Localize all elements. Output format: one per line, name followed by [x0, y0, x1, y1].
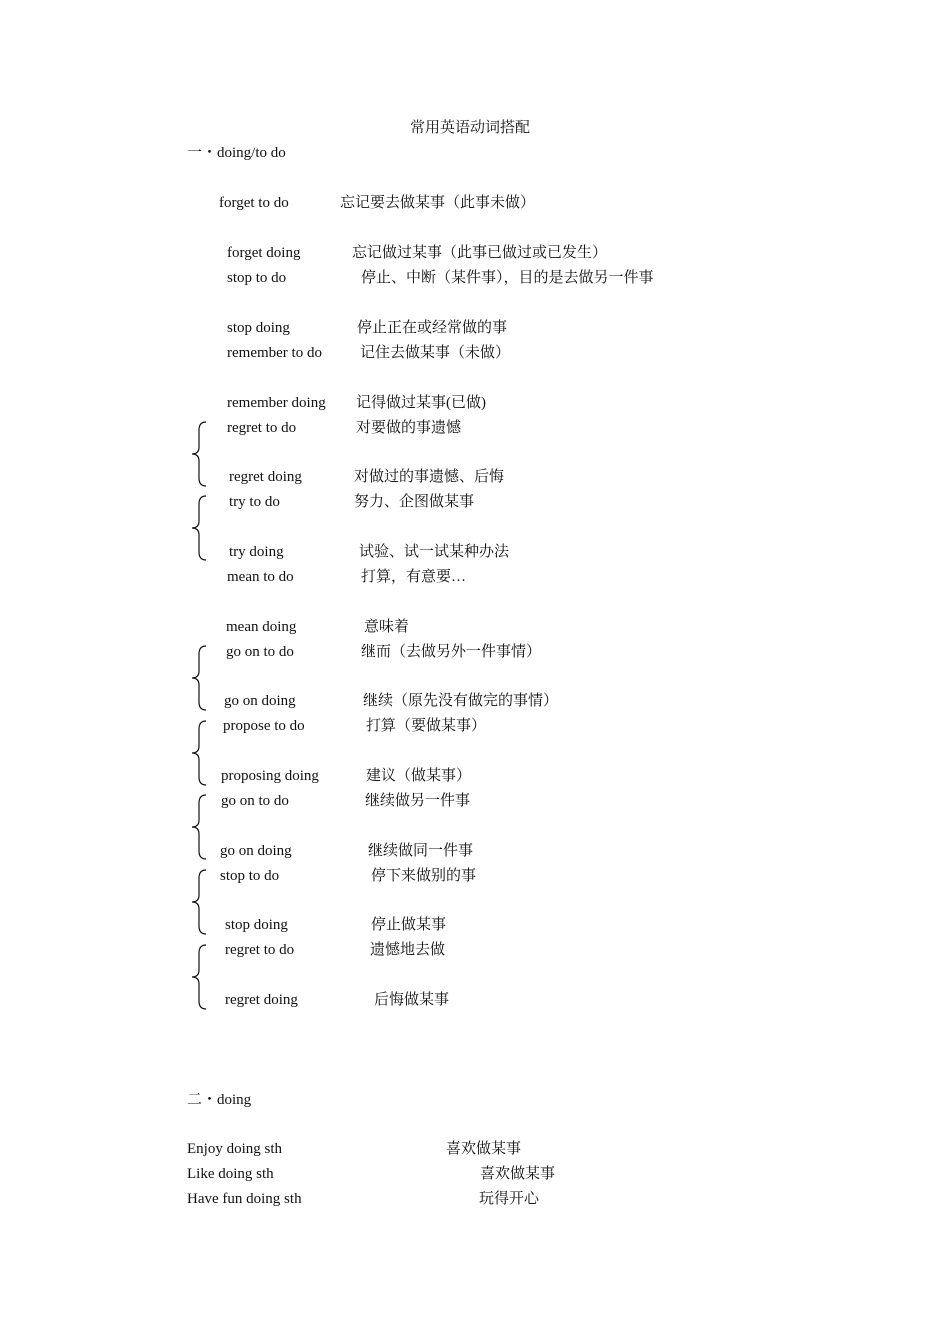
phrase-en: stop to do: [227, 270, 287, 286]
phrase-zh: 停止正在或经常做的事: [357, 320, 508, 336]
phrase-zh: 记住去做某事（未做）: [360, 345, 511, 361]
phrase-zh: 喜欢做某事: [446, 1141, 522, 1157]
phrase-zh: 继续做另一件事: [365, 793, 471, 809]
phrase-zh: 后悔做某事: [374, 992, 450, 1008]
phrase-en: regret doing: [229, 469, 302, 485]
phrase-zh: 试验、试一试某种办法: [359, 544, 510, 560]
phrase-en: propose to do: [223, 718, 305, 734]
phrase-en: try doing: [229, 544, 284, 560]
curly-brace: [190, 421, 208, 487]
phrase-zh: 记得做过某事(已做): [356, 395, 486, 411]
phrase-zh: 停止、中断（某件事），目的是去做另一件事: [361, 270, 654, 286]
phrase-en: Like doing sth: [187, 1166, 274, 1182]
phrase-zh: 继而（去做另外一件事情）: [361, 644, 542, 660]
phrase-en: remember doing: [227, 395, 326, 411]
phrase-zh: 打算（要做某事）: [366, 718, 487, 734]
phrase-en: go on doing: [220, 843, 292, 859]
phrase-en: regret to do: [225, 942, 295, 958]
phrase-zh: 意味着: [364, 619, 410, 635]
phrase-zh: 停止做某事: [371, 917, 447, 933]
phrase-zh: 继续做同一件事: [368, 843, 474, 859]
curly-brace: [190, 720, 208, 786]
phrase-zh: 忘记要去做某事（此事未做）: [340, 195, 536, 211]
phrase-en: stop doing: [225, 917, 288, 933]
phrase-en: mean to do: [227, 569, 294, 585]
phrase-en: remember to do: [227, 345, 322, 361]
phrase-en: go on to do: [221, 793, 289, 809]
phrase-en: regret to do: [227, 420, 297, 436]
phrase-zh: 努力、企图做某事: [354, 494, 475, 510]
phrase-zh: 打算，有意要…: [361, 569, 467, 585]
phrase-zh: 继续（原先没有做完的事情）: [363, 693, 559, 709]
phrase-en: Enjoy doing sth: [187, 1141, 283, 1157]
phrase-en: stop to do: [220, 868, 280, 884]
phrase-zh: 遗憾地去做: [370, 942, 446, 958]
phrase-zh: 喜欢做某事: [480, 1166, 556, 1182]
phrase-en: go on to do: [226, 644, 294, 660]
phrase-en: Have fun doing sth: [187, 1191, 302, 1207]
curly-brace: [190, 794, 208, 860]
phrase-zh: 建议（做某事）: [366, 768, 472, 784]
curly-brace: [190, 645, 208, 711]
curly-brace: [190, 495, 208, 561]
phrase-en: stop doing: [227, 320, 290, 336]
phrase-en: go on doing: [224, 693, 296, 709]
phrase-en: mean doing: [226, 619, 297, 635]
phrase-en: proposing doing: [221, 768, 319, 784]
document-title: 常用英语动词搭配: [410, 120, 531, 136]
curly-brace: [190, 869, 208, 935]
curly-brace: [190, 944, 208, 1010]
phrase-zh: 忘记做过某事（此事已做过或已发生）: [352, 245, 608, 261]
phrase-zh: 对做过的事遗憾、后悔: [354, 469, 505, 485]
phrase-en: forget to do: [219, 195, 289, 211]
section-heading-2: 二・doing: [187, 1092, 252, 1108]
phrase-zh: 对要做的事遗憾: [356, 420, 462, 436]
phrase-zh: 玩得开心: [479, 1191, 540, 1207]
phrase-zh: 停下来做别的事: [371, 868, 477, 884]
phrase-en: regret doing: [225, 992, 298, 1008]
section-heading-1: 一・doing/to do: [187, 145, 286, 161]
phrase-en: forget doing: [227, 245, 301, 261]
phrase-en: try to do: [229, 494, 280, 510]
